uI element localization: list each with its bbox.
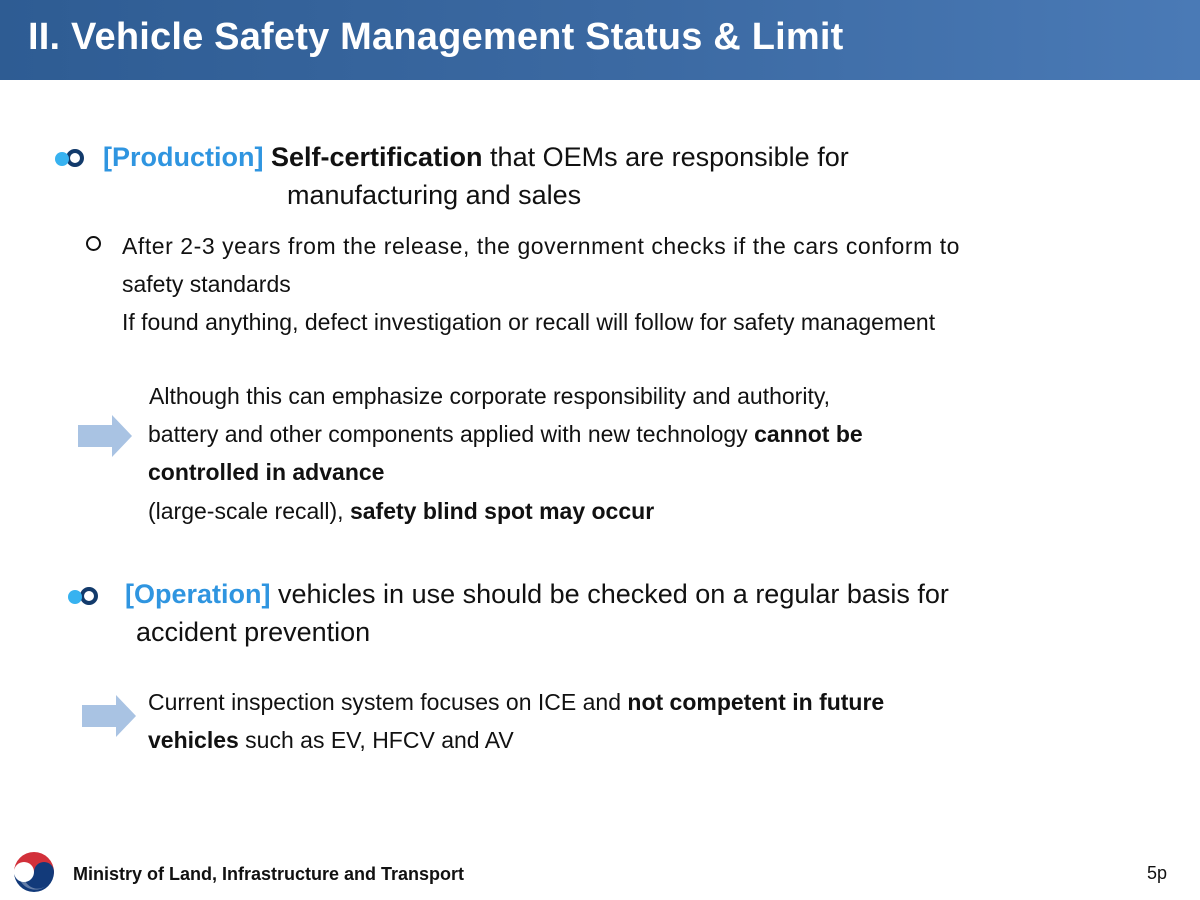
production-tag: [Production] [103,142,264,172]
note2-line2 [148,727,514,754]
operation-heading [125,579,949,610]
page-number: 5p [1147,863,1168,883]
note2-line1 [148,689,884,716]
note1-line2 [148,421,863,448]
note2-line1-bold: not competent in future [627,689,885,715]
note1-line1: Although this can emphasize corporate responsibility and authority, [149,383,831,409]
note1-line2-bold: cannot be [754,421,863,447]
note1-line3-bold: controlled in advance [148,459,385,485]
operation-rest: vehicles in use should be checked on a regular basis for [270,579,949,609]
production-heading-line2: manufacturing and sales [287,180,582,210]
production-heading [103,142,849,173]
page-title: II. Vehicle Safety Management Status & Limit [28,16,844,58]
note1-line4 [148,498,654,525]
note1-line2-text: battery and other components applied with new technology [148,421,755,447]
operation-heading-line2: accident prevention [136,617,371,647]
note2-line1-text: Current inspection system focuses on ICE and [148,689,628,715]
note2-line2-text: such as EV, HFCV and AV [238,727,514,753]
right-arrow-icon [82,695,136,737]
production-bold: Self-certification [271,142,483,172]
circle-bullet-icon [86,236,101,251]
title-bar [0,0,1200,80]
right-arrow-icon [78,415,132,457]
check-line2: safety standards [122,271,291,297]
note2-line2-bold: vehicles [148,727,239,753]
operation-tag: [Operation] [125,579,271,609]
government-emblem-logo [12,850,56,894]
note1-line3 [148,459,384,486]
note1-line4-text: (large-scale recall), [148,498,350,524]
production-rest: that OEMs are responsible for [482,142,849,172]
check-line1: After 2-3 years from the release, the government checks if the cars conform to [122,233,961,259]
note1-line4-bold: safety blind spot may occur [349,498,655,524]
ministry-name: Ministry of Land, Infrastructure and Transport [73,864,465,884]
check-line3: If found anything, defect investigation or recall will follow for safety management [122,309,936,335]
